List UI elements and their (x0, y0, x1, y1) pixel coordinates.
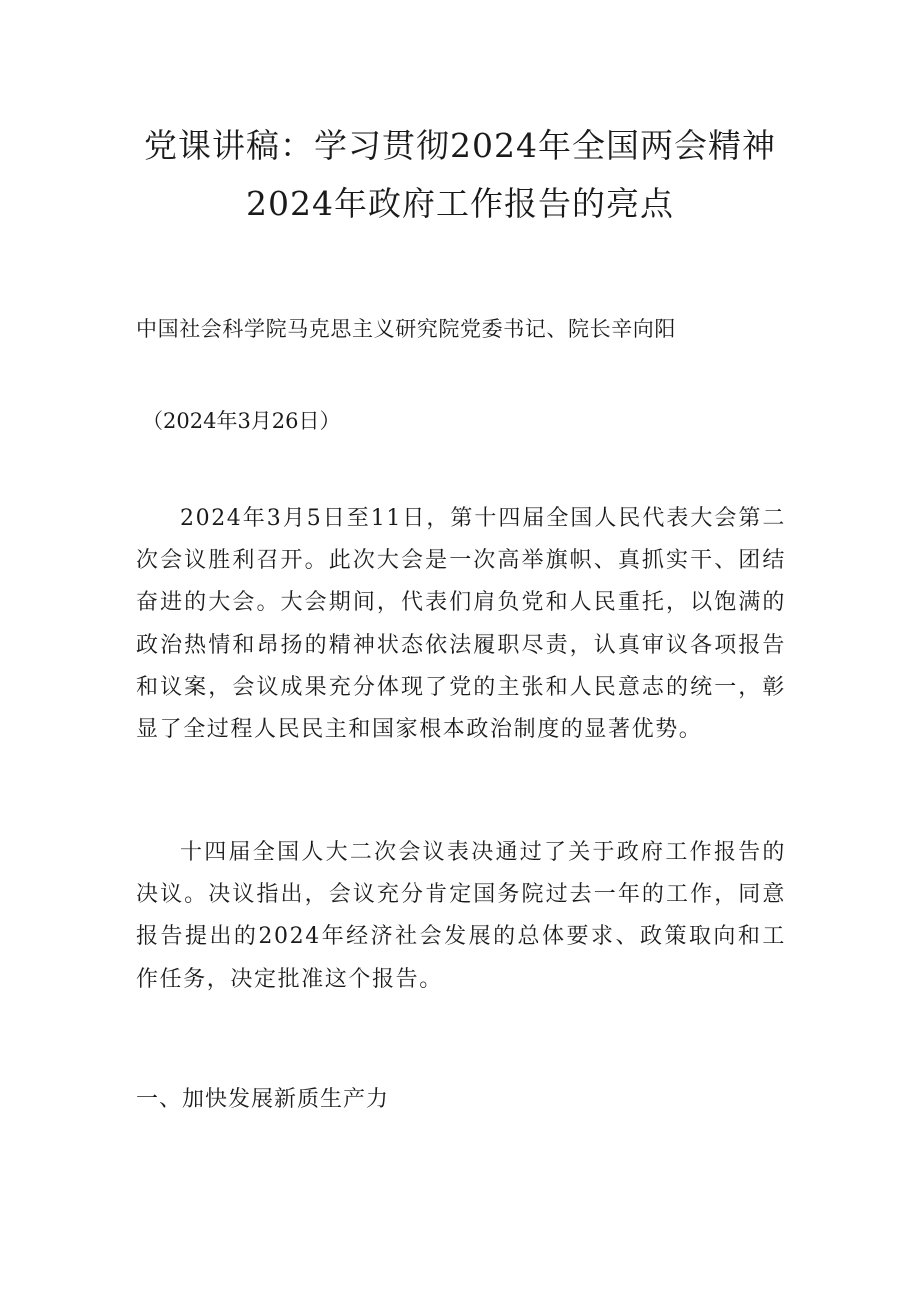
document-title-line-1: 党课讲稿：学习贯彻2024年全国两会精神 (144, 126, 776, 165)
section-heading: 一、加快发展新质生产力 (136, 1087, 390, 1112)
date-line: （2024年3月26日） (142, 409, 341, 433)
document-title-line-2: 2024年政府工作报告的亮点 (246, 184, 674, 223)
body-paragraph-1: 2024年3月5日至11日，第十四届全国人民代表大会第二次会议胜利召开。此次大会是一次高举旗帜、真抓实干、团结奋进的大会。大会期间，代表们肩负党和人民重托，以饱满的政治热情和昂扬的精神状态依法履职尽责，认真审议各项报告和议案，会议成果充分体现了党的主张和人民意志的统一，彰显了全过程人民民主和国家根本政治制度的显著优势。 (136, 506, 786, 743)
body-paragraph-2: 十四届全国人大二次会议表决通过了关于政府工作报告的决议。决议指出，会议充分肯定国务院过去一年的工作，同意报告提出的2024年经济社会发展的总体要求、政策取向和工作任务，决定批准这个报告。 (136, 840, 786, 992)
author-line: 中国社会科学院马克思主义研究院党委书记、院长辛向阳 (136, 317, 676, 341)
